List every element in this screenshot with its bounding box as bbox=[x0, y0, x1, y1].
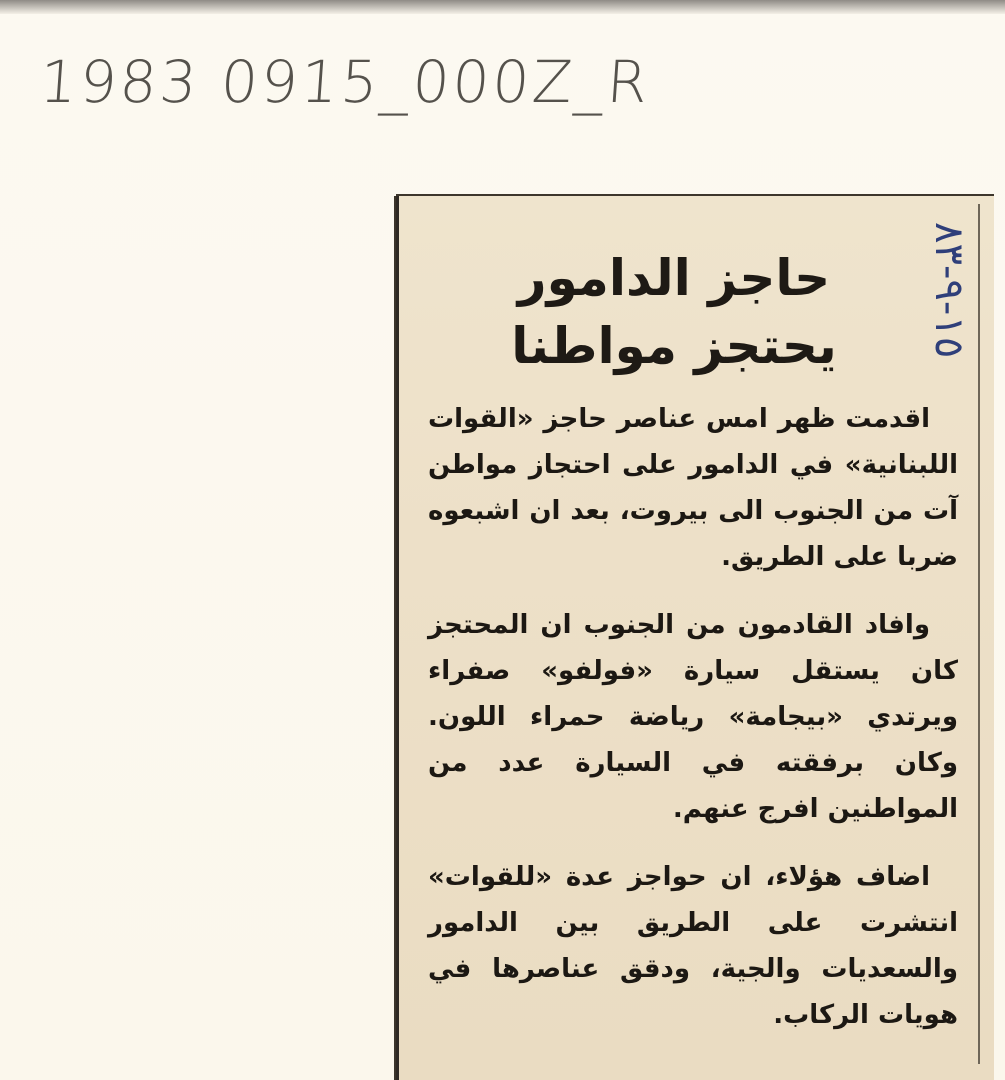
handwritten-date: ١٥-٩-٨٣ bbox=[926, 222, 972, 359]
headline-line-1: حاجز الدامور bbox=[517, 249, 831, 307]
article-body bbox=[428, 396, 958, 1060]
headline bbox=[494, 244, 854, 380]
headline-line-2: يحتجز مواطنا bbox=[511, 317, 837, 375]
clipping-border bbox=[396, 196, 399, 1080]
archive-code: 1983 0915_000Z_R bbox=[37, 48, 653, 116]
article-paragraph: وافاد القادمون من الجنوب ان المحتجز كان يستقل سيارة «فولفو» صفراء ويرتدي «بيجامة» رياضة حمراء اللون. وكان برفقته في السيارة عدد من المواطنين افرج عنهم. bbox=[428, 610, 958, 824]
article-paragraph: اضاف هؤلاء، ان حواجز عدة «للقوات» انتشرت على الطريق بين الدامور والسعديات والجية، ودقق عناصرها في هويات الركاب. bbox=[428, 862, 958, 1030]
scanner-edge bbox=[0, 0, 1005, 14]
article-paragraph: اقدمت ظهر امس عناصر حاجز «القوات اللبنانية» في الدامور على احتجاز مواطن آت من الجنوب الى بيروت، بعد ان اشبعوه ضربا على الطريق. bbox=[428, 404, 958, 572]
newspaper-clipping bbox=[396, 196, 994, 1080]
clipping-column-rule bbox=[978, 204, 980, 1064]
